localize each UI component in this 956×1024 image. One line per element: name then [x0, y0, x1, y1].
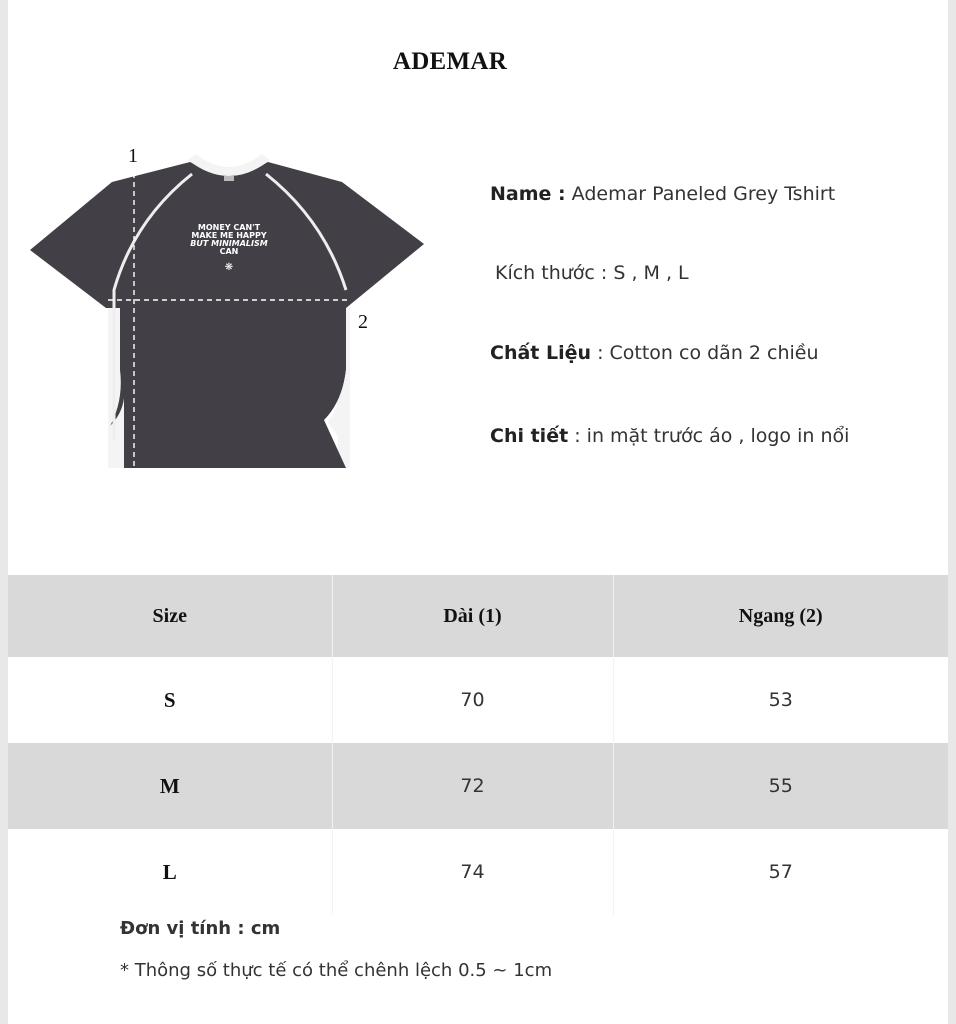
header-size: Size: [8, 575, 332, 657]
measure-label-1: 1: [128, 145, 138, 167]
page-frame-left: [0, 0, 8, 1024]
header-length: Dài (1): [332, 575, 613, 657]
info-detail-label: Chi tiết: [490, 425, 569, 447]
print-line: BUT MINIMALISM: [190, 239, 268, 248]
cell-width: 53: [768, 689, 793, 711]
info-size: [495, 262, 935, 284]
cell-length: 70: [332, 657, 613, 743]
tolerance-note: * Thông số thực tế có thể chênh lệch 0.5 ~ 1cm: [120, 960, 553, 981]
cell-size: M: [8, 743, 332, 829]
info-material-label: Chất Liệu: [490, 342, 592, 364]
table-header-row: [8, 575, 948, 657]
cell-width: 55: [613, 743, 948, 829]
info-detail-value: : in mặt trước áo , logo in nổi: [574, 425, 850, 447]
size-table: [8, 575, 948, 915]
cell-width: 57: [768, 861, 793, 883]
header-width: Ngang (2): [613, 575, 948, 657]
info-material-value: : Cotton co dãn 2 chiều: [597, 342, 819, 364]
info-detail: [490, 425, 930, 447]
print-line: MONEY CAN'T: [197, 223, 261, 232]
cell-size: L: [8, 829, 332, 915]
measure-label-2: 2: [358, 311, 368, 333]
cell-length: 72: [332, 743, 613, 829]
print-line: CAN: [219, 247, 239, 256]
info-name-label: Name :: [490, 183, 566, 205]
product-image: [24, 140, 444, 480]
info-size-value: S , M , L: [613, 262, 689, 284]
page-frame-right: [948, 0, 956, 1024]
info-name: [490, 183, 930, 205]
unit-label: Đơn vị tính : cm: [120, 918, 281, 939]
table-row: [8, 829, 948, 915]
table-row: [8, 657, 948, 743]
cell-size: S: [8, 657, 332, 743]
table-row: [8, 743, 948, 829]
cell-length: 74: [332, 829, 613, 915]
info-name-value: Ademar Paneled Grey Tshirt: [571, 183, 836, 205]
flower-icon: ❋: [224, 262, 234, 273]
tshirt-illustration: [24, 140, 444, 480]
info-material: [490, 342, 930, 364]
info-size-label: Kích thước :: [495, 262, 608, 284]
brand-title: ADEMAR: [392, 48, 508, 75]
print-line: MAKE ME HAPPY: [191, 231, 267, 240]
